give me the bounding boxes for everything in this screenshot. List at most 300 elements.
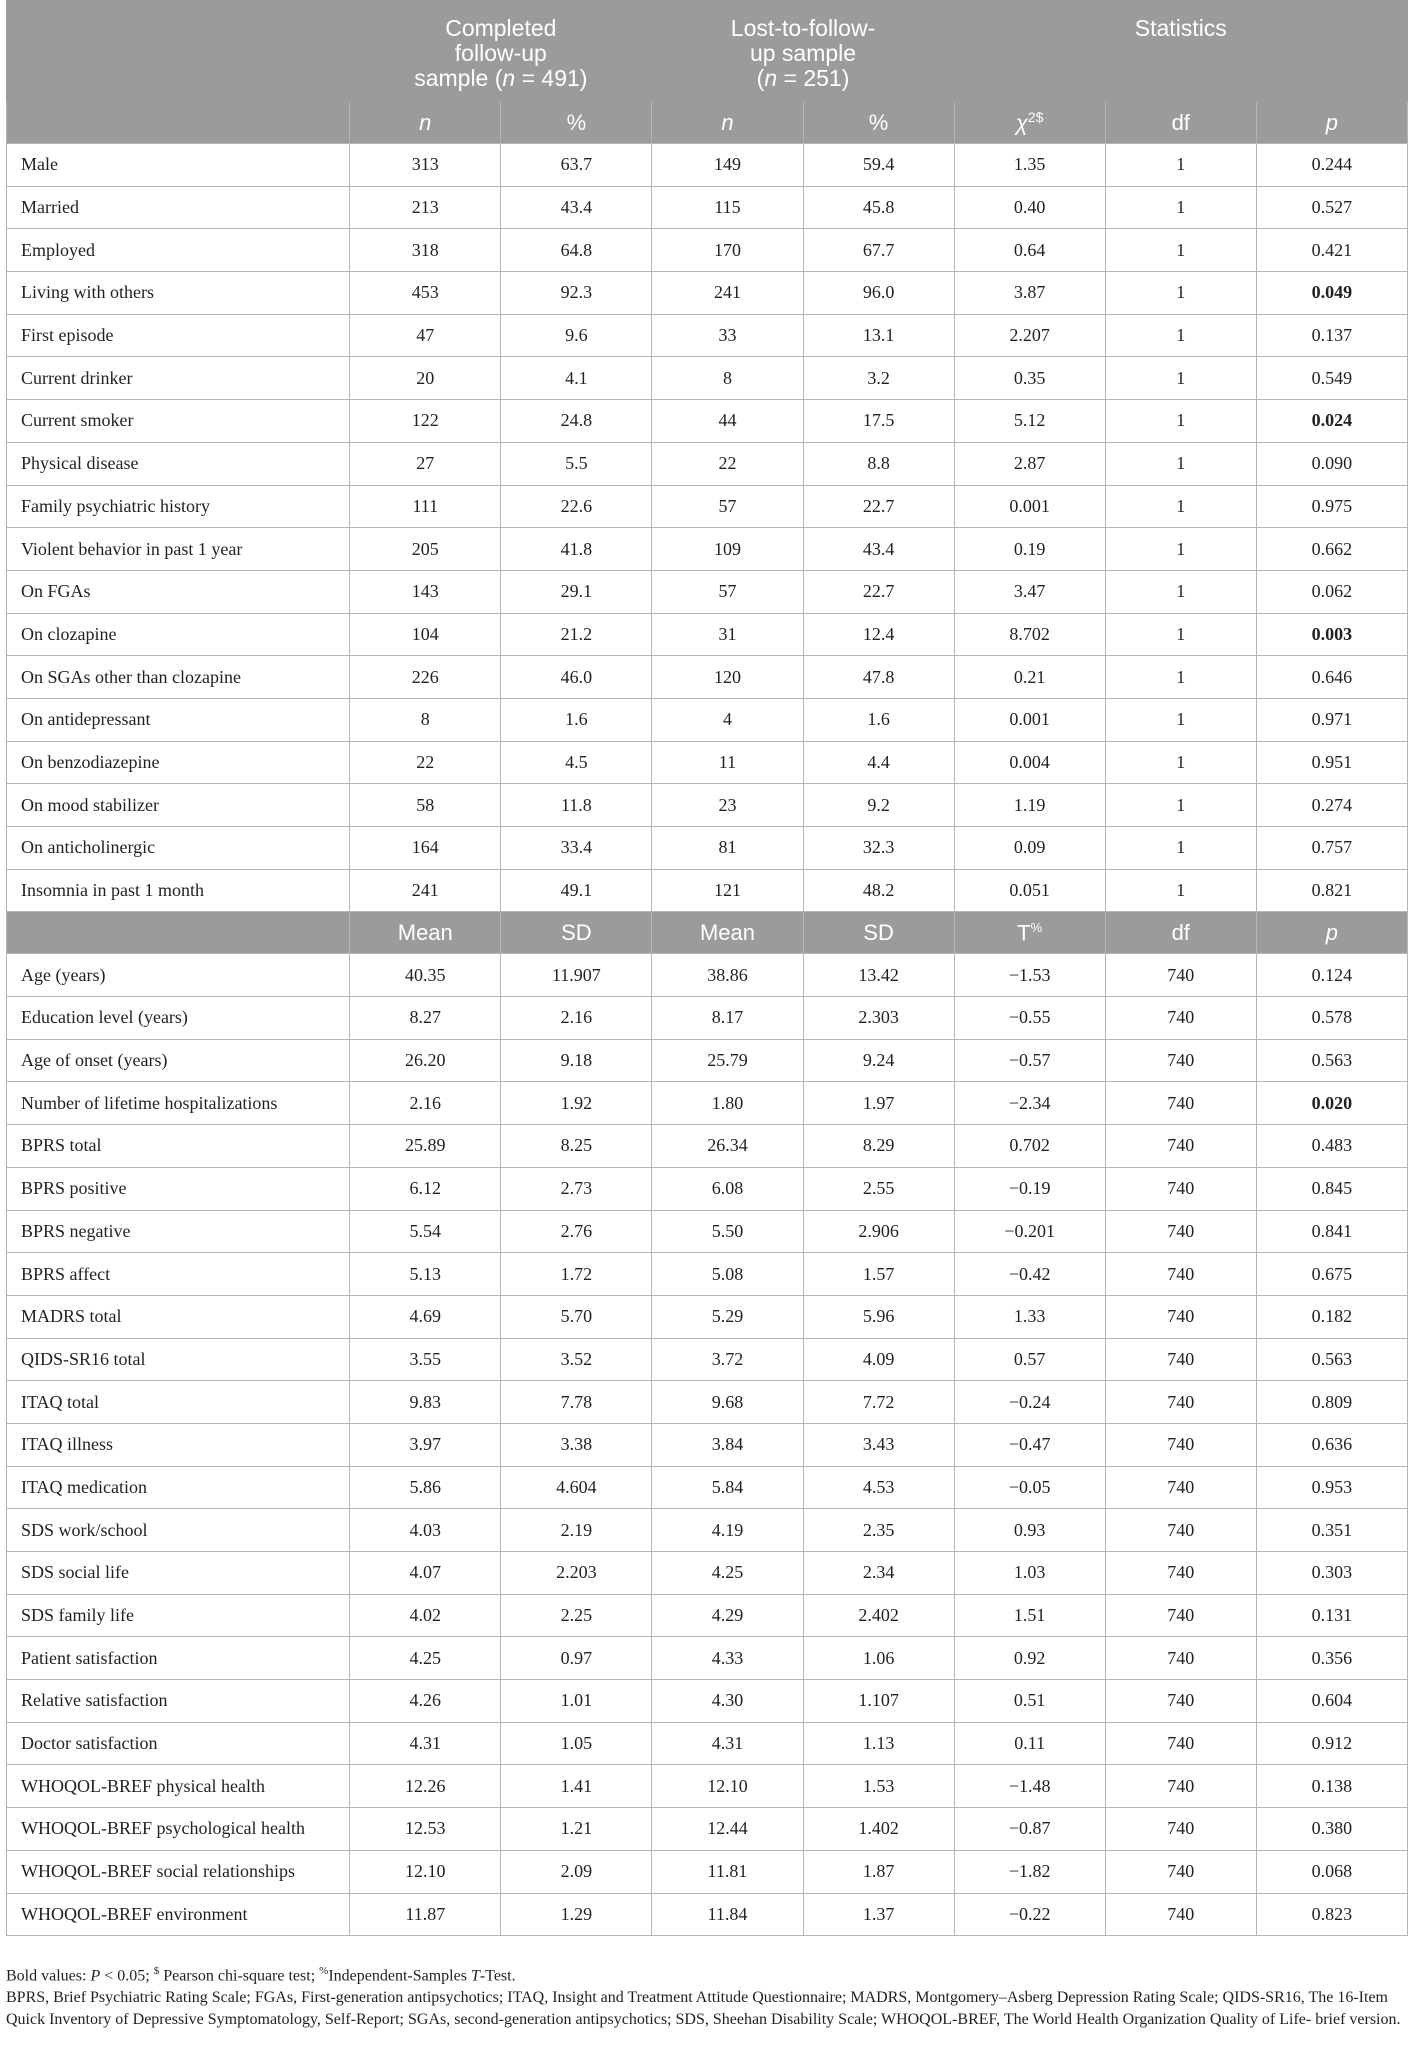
cell-df: 740 xyxy=(1105,1509,1256,1552)
cell-stat: 3.87 xyxy=(954,272,1105,315)
cell-value: 33 xyxy=(652,314,803,357)
row-label: SDS social life xyxy=(7,1552,350,1595)
cell-value: 1.6 xyxy=(803,698,954,741)
mid-header-blank xyxy=(7,912,350,954)
col-mean-lost: Mean xyxy=(652,912,803,954)
cell-value: 1.6 xyxy=(501,698,652,741)
cell-p: 0.951 xyxy=(1256,741,1407,784)
row-label: QIDS-SR16 total xyxy=(7,1338,350,1381)
row-label: BPRS total xyxy=(7,1125,350,1168)
cell-df: 740 xyxy=(1105,1423,1256,1466)
row-label: Doctor satisfaction xyxy=(7,1722,350,1765)
cell-value: 205 xyxy=(350,528,501,571)
row-label: ITAQ total xyxy=(7,1381,350,1424)
cell-value: 241 xyxy=(652,272,803,315)
cell-value: 44 xyxy=(652,400,803,443)
row-label: Family psychiatric history xyxy=(7,485,350,528)
row-label: On clozapine xyxy=(7,613,350,656)
cell-value: 7.72 xyxy=(803,1381,954,1424)
table-row xyxy=(7,1423,1408,1466)
cell-value: 58 xyxy=(350,784,501,827)
cell-stat: 3.47 xyxy=(954,570,1105,613)
row-label: First episode xyxy=(7,314,350,357)
table-row xyxy=(7,954,1408,997)
cell-p: 0.757 xyxy=(1256,827,1407,870)
cell-df: 740 xyxy=(1105,954,1256,997)
cell-stat: 0.001 xyxy=(954,698,1105,741)
col-sd-lost: SD xyxy=(803,912,954,954)
cell-stat: 0.11 xyxy=(954,1722,1105,1765)
cell-stat: 0.93 xyxy=(954,1509,1105,1552)
cell-value: 2.34 xyxy=(803,1552,954,1595)
cell-p: 0.024 xyxy=(1256,400,1407,443)
table-row xyxy=(7,1210,1408,1253)
cell-p: 0.821 xyxy=(1256,869,1407,912)
table-row xyxy=(7,1722,1408,1765)
cell-p: 0.563 xyxy=(1256,1338,1407,1381)
row-label: On FGAs xyxy=(7,570,350,613)
cell-value: 57 xyxy=(652,570,803,613)
cell-value: 63.7 xyxy=(501,144,652,187)
cell-stat: 1.35 xyxy=(954,144,1105,187)
cell-p: 0.380 xyxy=(1256,1808,1407,1851)
continuous-header-row xyxy=(7,912,1408,954)
cell-p: 0.604 xyxy=(1256,1680,1407,1723)
cell-value: 3.52 xyxy=(501,1338,652,1381)
cell-value: 4.4 xyxy=(803,741,954,784)
cell-value: 20 xyxy=(350,357,501,400)
cell-stat: 0.35 xyxy=(954,357,1105,400)
cell-value: 3.43 xyxy=(803,1423,954,1466)
cell-df: 740 xyxy=(1105,1850,1256,1893)
cell-value: 1.06 xyxy=(803,1637,954,1680)
cell-p: 0.675 xyxy=(1256,1253,1407,1296)
cell-value: 11.8 xyxy=(501,784,652,827)
cell-value: 26.34 xyxy=(652,1125,803,1168)
cell-stat: 8.702 xyxy=(954,613,1105,656)
col-df: df xyxy=(1105,102,1256,144)
row-label: Employed xyxy=(7,229,350,272)
cell-stat: 2.207 xyxy=(954,314,1105,357)
cell-value: 11.84 xyxy=(652,1893,803,1936)
cell-df: 1 xyxy=(1105,570,1256,613)
cell-value: 8.8 xyxy=(803,442,954,485)
cell-value: 5.84 xyxy=(652,1466,803,1509)
col-sd-completed: SD xyxy=(501,912,652,954)
cell-value: 2.19 xyxy=(501,1509,652,1552)
cell-stat: −0.57 xyxy=(954,1039,1105,1082)
cell-df: 740 xyxy=(1105,1210,1256,1253)
table-row xyxy=(7,186,1408,229)
cell-stat: 0.40 xyxy=(954,186,1105,229)
cell-p: 0.662 xyxy=(1256,528,1407,571)
cell-stat: −0.24 xyxy=(954,1381,1105,1424)
row-label: BPRS affect xyxy=(7,1253,350,1296)
cell-value: 9.18 xyxy=(501,1039,652,1082)
cell-p: 0.483 xyxy=(1256,1125,1407,1168)
cell-stat: −0.19 xyxy=(954,1167,1105,1210)
cell-value: 111 xyxy=(350,485,501,528)
cell-value: 115 xyxy=(652,186,803,229)
cell-df: 740 xyxy=(1105,1338,1256,1381)
cell-value: 13.42 xyxy=(803,954,954,997)
table-row xyxy=(7,1381,1408,1424)
row-label: WHOQOL-BREF psychological health xyxy=(7,1808,350,1851)
cell-stat: 1.19 xyxy=(954,784,1105,827)
cell-value: 43.4 xyxy=(803,528,954,571)
cell-value: 164 xyxy=(350,827,501,870)
cell-df: 1 xyxy=(1105,656,1256,699)
cell-value: 26.20 xyxy=(350,1039,501,1082)
cell-value: 59.4 xyxy=(803,144,954,187)
table-row xyxy=(7,827,1408,870)
cell-stat: −1.53 xyxy=(954,954,1105,997)
cell-value: 1.01 xyxy=(501,1680,652,1723)
table-row xyxy=(7,1850,1408,1893)
cell-df: 740 xyxy=(1105,1125,1256,1168)
cell-value: 5.13 xyxy=(350,1253,501,1296)
cell-value: 3.72 xyxy=(652,1338,803,1381)
cell-value: 8 xyxy=(350,698,501,741)
cell-value: 149 xyxy=(652,144,803,187)
cell-df: 1 xyxy=(1105,144,1256,187)
cell-p: 0.274 xyxy=(1256,784,1407,827)
table-row xyxy=(7,613,1408,656)
cell-value: 2.402 xyxy=(803,1594,954,1637)
cell-df: 740 xyxy=(1105,997,1256,1040)
header-blank xyxy=(7,1,350,102)
cell-p: 0.303 xyxy=(1256,1552,1407,1595)
cell-df: 1 xyxy=(1105,485,1256,528)
cell-value: 1.97 xyxy=(803,1082,954,1125)
cell-value: 2.906 xyxy=(803,1210,954,1253)
cell-value: 4.07 xyxy=(350,1552,501,1595)
table-row xyxy=(7,1765,1408,1808)
cell-p: 0.062 xyxy=(1256,570,1407,613)
cell-value: 46.0 xyxy=(501,656,652,699)
cell-df: 1 xyxy=(1105,869,1256,912)
cell-df: 1 xyxy=(1105,186,1256,229)
group-header-lost: Lost-to-follow- up sample (n = 251) xyxy=(652,1,954,102)
cell-stat: −1.82 xyxy=(954,1850,1105,1893)
cell-df: 1 xyxy=(1105,272,1256,315)
cell-value: 22.6 xyxy=(501,485,652,528)
cell-value: 3.38 xyxy=(501,1423,652,1466)
row-label: On antidepressant xyxy=(7,698,350,741)
cell-value: 21.2 xyxy=(501,613,652,656)
cell-value: 32.3 xyxy=(803,827,954,870)
cell-value: 104 xyxy=(350,613,501,656)
cell-p: 0.003 xyxy=(1256,613,1407,656)
cell-value: 25.89 xyxy=(350,1125,501,1168)
cell-p: 0.090 xyxy=(1256,442,1407,485)
row-label: On benzodiazepine xyxy=(7,741,350,784)
cell-stat: 0.09 xyxy=(954,827,1105,870)
row-label: BPRS negative xyxy=(7,1210,350,1253)
table-row xyxy=(7,314,1408,357)
cell-df: 740 xyxy=(1105,1765,1256,1808)
cell-value: 226 xyxy=(350,656,501,699)
cell-value: 47.8 xyxy=(803,656,954,699)
table-row xyxy=(7,1167,1408,1210)
cell-stat: −0.22 xyxy=(954,1893,1105,1936)
cell-p: 0.244 xyxy=(1256,144,1407,187)
cell-value: 3.2 xyxy=(803,357,954,400)
cell-df: 740 xyxy=(1105,1680,1256,1723)
row-label: Patient satisfaction xyxy=(7,1637,350,1680)
cell-value: 11.87 xyxy=(350,1893,501,1936)
table-footnotes xyxy=(6,1960,1406,2031)
table-row xyxy=(7,869,1408,912)
row-label: Education level (years) xyxy=(7,997,350,1040)
table-row xyxy=(7,1509,1408,1552)
row-label: Living with others xyxy=(7,272,350,315)
row-label: Relative satisfaction xyxy=(7,1680,350,1723)
cell-df: 740 xyxy=(1105,1594,1256,1637)
cell-p: 0.953 xyxy=(1256,1466,1407,1509)
col-p: p xyxy=(1256,102,1407,144)
cell-df: 740 xyxy=(1105,1082,1256,1125)
cell-df: 740 xyxy=(1105,1167,1256,1210)
row-label: Insomnia in past 1 month xyxy=(7,869,350,912)
cell-value: 49.1 xyxy=(501,869,652,912)
cell-p: 0.182 xyxy=(1256,1295,1407,1338)
cell-value: 12.26 xyxy=(350,1765,501,1808)
cell-value: 11 xyxy=(652,741,803,784)
cell-p: 0.351 xyxy=(1256,1509,1407,1552)
cell-value: 0.97 xyxy=(501,1637,652,1680)
cell-value: 5.96 xyxy=(803,1295,954,1338)
cell-stat: 1.33 xyxy=(954,1295,1105,1338)
table-row xyxy=(7,528,1408,571)
row-label: On mood stabilizer xyxy=(7,784,350,827)
cell-value: 92.3 xyxy=(501,272,652,315)
cell-stat: 0.51 xyxy=(954,1680,1105,1723)
cell-value: 31 xyxy=(652,613,803,656)
cell-value: 12.10 xyxy=(652,1765,803,1808)
cell-p: 0.636 xyxy=(1256,1423,1407,1466)
cell-value: 41.8 xyxy=(501,528,652,571)
cell-value: 38.86 xyxy=(652,954,803,997)
cell-value: 4 xyxy=(652,698,803,741)
cell-stat: 0.004 xyxy=(954,741,1105,784)
comparison-table xyxy=(6,0,1408,1936)
table-row xyxy=(7,485,1408,528)
cell-stat: 0.57 xyxy=(954,1338,1105,1381)
cell-stat: 0.001 xyxy=(954,485,1105,528)
cell-value: 3.55 xyxy=(350,1338,501,1381)
cell-value: 1.21 xyxy=(501,1808,652,1851)
cell-df: 740 xyxy=(1105,1637,1256,1680)
cell-value: 4.33 xyxy=(652,1637,803,1680)
cell-value: 8 xyxy=(652,357,803,400)
table-row xyxy=(7,400,1408,443)
cell-value: 4.19 xyxy=(652,1509,803,1552)
cell-value: 7.78 xyxy=(501,1381,652,1424)
cell-stat: 1.03 xyxy=(954,1552,1105,1595)
cell-value: 1.92 xyxy=(501,1082,652,1125)
cell-stat: −0.55 xyxy=(954,997,1105,1040)
cell-p: 0.527 xyxy=(1256,186,1407,229)
cell-p: 0.131 xyxy=(1256,1594,1407,1637)
cell-value: 313 xyxy=(350,144,501,187)
cell-value: 12.4 xyxy=(803,613,954,656)
col-n-lost: n xyxy=(652,102,803,144)
cell-value: 2.203 xyxy=(501,1552,652,1595)
cell-value: 5.5 xyxy=(501,442,652,485)
cell-df: 740 xyxy=(1105,1466,1256,1509)
cell-value: 2.09 xyxy=(501,1850,652,1893)
sub-header-row xyxy=(7,102,1408,144)
cell-value: 9.24 xyxy=(803,1039,954,1082)
col-p-2: p xyxy=(1256,912,1407,954)
cell-p: 0.549 xyxy=(1256,357,1407,400)
cell-value: 2.73 xyxy=(501,1167,652,1210)
cell-value: 2.55 xyxy=(803,1167,954,1210)
cell-value: 121 xyxy=(652,869,803,912)
table-row xyxy=(7,1253,1408,1296)
cell-value: 453 xyxy=(350,272,501,315)
row-label: Age (years) xyxy=(7,954,350,997)
table-row xyxy=(7,272,1408,315)
cell-df: 740 xyxy=(1105,1253,1256,1296)
col-mean-completed: Mean xyxy=(350,912,501,954)
cell-value: 5.86 xyxy=(350,1466,501,1509)
cell-p: 0.020 xyxy=(1256,1082,1407,1125)
cell-value: 45.8 xyxy=(803,186,954,229)
cell-value: 8.27 xyxy=(350,997,501,1040)
cell-df: 1 xyxy=(1105,357,1256,400)
cell-df: 1 xyxy=(1105,784,1256,827)
row-label: Male xyxy=(7,144,350,187)
cell-value: 213 xyxy=(350,186,501,229)
table-row xyxy=(7,1295,1408,1338)
cell-value: 1.402 xyxy=(803,1808,954,1851)
col-chi-square: $\chi^{2\$}$ xyxy=(954,102,1105,144)
row-label: SDS family life xyxy=(7,1594,350,1637)
cell-stat: −0.201 xyxy=(954,1210,1105,1253)
cell-value: 1.87 xyxy=(803,1850,954,1893)
cell-value: 22.7 xyxy=(803,570,954,613)
cell-value: 6.12 xyxy=(350,1167,501,1210)
cell-value: 48.2 xyxy=(803,869,954,912)
cell-value: 12.53 xyxy=(350,1808,501,1851)
cell-value: 11.81 xyxy=(652,1850,803,1893)
cell-p: 0.137 xyxy=(1256,314,1407,357)
cell-value: 1.05 xyxy=(501,1722,652,1765)
cell-stat: −0.05 xyxy=(954,1466,1105,1509)
table-row xyxy=(7,1125,1408,1168)
cell-df: 1 xyxy=(1105,698,1256,741)
continuous-section xyxy=(7,954,1408,1936)
cell-stat: 0.19 xyxy=(954,528,1105,571)
cell-stat: 0.64 xyxy=(954,229,1105,272)
cell-stat: −1.48 xyxy=(954,1765,1105,1808)
cell-df: 1 xyxy=(1105,741,1256,784)
cell-df: 740 xyxy=(1105,1808,1256,1851)
cell-value: 143 xyxy=(350,570,501,613)
cell-value: 67.7 xyxy=(803,229,954,272)
cell-value: 1.53 xyxy=(803,1765,954,1808)
cell-p: 0.356 xyxy=(1256,1637,1407,1680)
cell-p: 0.578 xyxy=(1256,997,1407,1040)
cell-value: 24.8 xyxy=(501,400,652,443)
cell-df: 1 xyxy=(1105,613,1256,656)
cell-p: 0.563 xyxy=(1256,1039,1407,1082)
cell-value: 4.604 xyxy=(501,1466,652,1509)
sub-header-blank xyxy=(7,102,350,144)
cell-df: 1 xyxy=(1105,827,1256,870)
cell-df: 1 xyxy=(1105,442,1256,485)
cell-value: 5.29 xyxy=(652,1295,803,1338)
table-row xyxy=(7,1466,1408,1509)
table-row xyxy=(7,997,1408,1040)
cell-value: 4.1 xyxy=(501,357,652,400)
row-label: WHOQOL-BREF social relationships xyxy=(7,1850,350,1893)
cell-value: 2.76 xyxy=(501,1210,652,1253)
col-t-test: T% xyxy=(954,912,1105,954)
row-label: Number of lifetime hospitalizations xyxy=(7,1082,350,1125)
row-label: ITAQ illness xyxy=(7,1423,350,1466)
cell-value: 8.25 xyxy=(501,1125,652,1168)
cell-stat: 0.21 xyxy=(954,656,1105,699)
cell-value: 122 xyxy=(350,400,501,443)
table-row xyxy=(7,144,1408,187)
cell-stat: −0.87 xyxy=(954,1808,1105,1851)
row-label: Married xyxy=(7,186,350,229)
group-header-completed: Completed follow-up sample (n = 491) xyxy=(350,1,652,102)
cell-value: 5.54 xyxy=(350,1210,501,1253)
cell-p: 0.975 xyxy=(1256,485,1407,528)
table-row xyxy=(7,229,1408,272)
cell-value: 13.1 xyxy=(803,314,954,357)
row-label: On anticholinergic xyxy=(7,827,350,870)
cell-df: 740 xyxy=(1105,1722,1256,1765)
cell-value: 4.02 xyxy=(350,1594,501,1637)
table-row xyxy=(7,1552,1408,1595)
cell-value: 4.25 xyxy=(350,1637,501,1680)
cell-value: 1.80 xyxy=(652,1082,803,1125)
cell-stat: −0.47 xyxy=(954,1423,1105,1466)
cell-df: 1 xyxy=(1105,229,1256,272)
cell-value: 9.83 xyxy=(350,1381,501,1424)
cell-value: 4.26 xyxy=(350,1680,501,1723)
row-label: Violent behavior in past 1 year xyxy=(7,528,350,571)
col-pct-completed: % xyxy=(501,102,652,144)
cell-stat: −2.34 xyxy=(954,1082,1105,1125)
cell-value: 11.907 xyxy=(501,954,652,997)
cell-value: 12.10 xyxy=(350,1850,501,1893)
cell-value: 1.41 xyxy=(501,1765,652,1808)
cell-value: 170 xyxy=(652,229,803,272)
cell-p: 0.068 xyxy=(1256,1850,1407,1893)
cell-df: 740 xyxy=(1105,1295,1256,1338)
cell-value: 27 xyxy=(350,442,501,485)
cell-stat: 0.051 xyxy=(954,869,1105,912)
cell-stat: 2.87 xyxy=(954,442,1105,485)
cell-value: 9.68 xyxy=(652,1381,803,1424)
cell-value: 12.44 xyxy=(652,1808,803,1851)
cell-p: 0.646 xyxy=(1256,656,1407,699)
cell-value: 1.57 xyxy=(803,1253,954,1296)
cell-value: 1.29 xyxy=(501,1893,652,1936)
cell-value: 4.69 xyxy=(350,1295,501,1338)
cell-value: 22 xyxy=(350,741,501,784)
cell-value: 4.31 xyxy=(652,1722,803,1765)
cell-value: 4.03 xyxy=(350,1509,501,1552)
table-row xyxy=(7,1338,1408,1381)
cell-df: 1 xyxy=(1105,528,1256,571)
